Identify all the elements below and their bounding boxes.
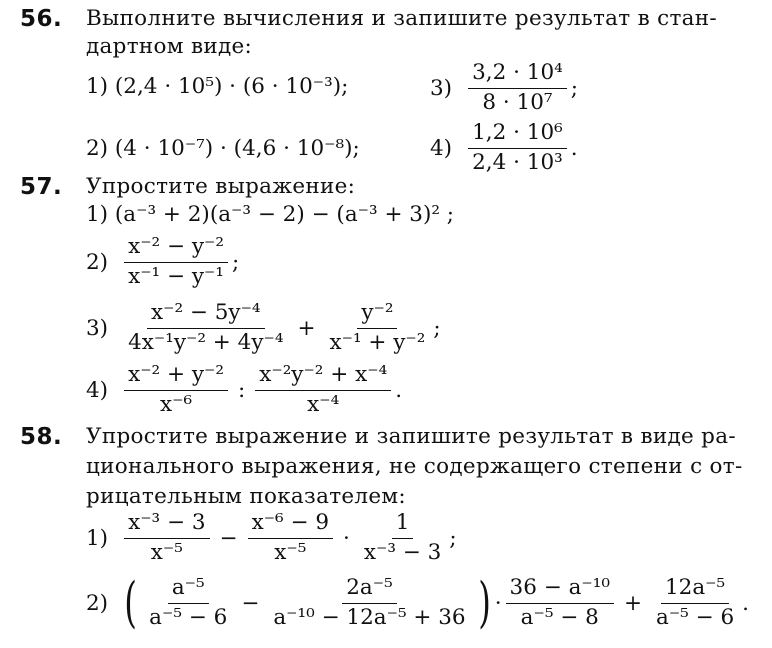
item-label: 3) [86,315,109,341]
item-label: 4) [86,377,109,403]
fraction [145,574,231,630]
denominator: 8 · 10⁷ [482,89,553,115]
denominator: a⁻⁵ − 6 [656,604,735,630]
fraction [124,512,209,564]
fraction [124,236,228,288]
punctuation: ; [449,525,457,551]
operator: − [241,590,260,616]
denominator: 4x⁻¹y⁻² + 4y⁻⁴ [128,329,284,355]
denominator: x⁻⁵ [274,539,307,565]
numerator: 2a⁻⁵ [342,577,396,604]
problem-58-number: 58. [20,424,63,450]
fraction [269,574,469,630]
problem-57-item-3 [86,302,441,354]
operator: · [494,590,502,616]
denominator: a⁻⁵ − 6 [149,604,228,630]
denominator: a⁻⁵ − 8 [520,604,599,630]
problem-58-item-2 [86,571,749,634]
numerator: x⁻⁶ − 9 [248,512,333,539]
item-label: 3) [430,75,453,101]
problem-58-item-1 [86,512,457,564]
item-label: 2) [86,590,109,616]
operator: − [219,525,238,551]
denominator: x⁻³ − 3 [363,539,442,565]
fraction [360,512,445,564]
numerator: x⁻² − 5y⁻⁴ [147,302,265,329]
numerator: 1,2 · 10⁶ [468,122,567,149]
problem-56-number: 56. [20,6,63,32]
problem-58-text-line-1: Упростите выражение и запишите результат в виде ра- [86,424,736,449]
fraction [124,364,228,416]
problem-57-text: Упростите выражение: [86,174,356,199]
problem-56-item-3 [430,62,578,114]
problem-56-text-line-1: Выполните вычисления и запишите результат в стан- [86,6,717,31]
numerator: x⁻²y⁻² + x⁻⁴ [255,364,391,391]
punctuation: ; [231,249,240,275]
numerator: 12a⁻⁵ [661,577,729,604]
problem-56-item-4 [430,122,578,174]
punctuation: . [395,377,403,403]
problem-56-item-2: 2) (4 · 10⁻⁷) · (4,6 · 10⁻⁸); [86,136,360,161]
fraction [124,302,287,354]
numerator: 1 [392,512,414,539]
operator: : [237,377,246,403]
numerator: x⁻³ − 3 [124,512,209,539]
denominator: 2,4 · 10³ [472,149,563,175]
operator: + [297,315,316,341]
right-parenthesis: ) [477,571,491,634]
punctuation: . [570,135,578,161]
fraction [506,574,614,630]
item-label: 1) [86,525,109,551]
numerator: 3,2 · 10⁴ [468,62,567,89]
fraction [255,364,391,416]
denominator: x⁻¹ + y⁻² [329,329,426,355]
left-parenthesis: ( [124,571,137,634]
operator: + [623,590,642,616]
problem-58-text-line-3: рицательным показателем: [86,484,406,509]
operator: · [343,525,350,551]
fraction [652,574,738,630]
denominator: x⁻⁶ [159,391,193,417]
problem-57-item-2 [86,236,239,288]
item-label: 4) [430,135,453,161]
numerator: 36 − a⁻¹⁰ [506,577,614,604]
problem-56-text-line-2: дартном виде: [86,34,253,59]
fraction [325,302,429,354]
punctuation: ; [570,75,578,101]
numerator: x⁻² + y⁻² [124,364,228,391]
numerator: a⁻⁵ [168,577,209,604]
fraction [248,512,333,564]
denominator: x⁻⁵ [150,539,183,565]
numerator: y⁻² [357,302,397,329]
punctuation: . [742,590,749,616]
problem-56-item-1: 1) (2,4 · 10⁵) · (6 · 10⁻³); [86,74,349,99]
fraction [468,122,567,174]
problem-58-text-line-2: ционального выражения, не содержащего степени с от- [86,454,743,479]
denominator: a⁻¹⁰ − 12a⁻⁵ + 36 [273,604,466,630]
problem-57-item-4 [86,364,402,416]
punctuation: ; [433,315,441,341]
numerator: x⁻² − y⁻² [124,236,228,263]
problem-57-number: 57. [20,174,63,200]
denominator: x⁻⁴ [307,391,340,417]
denominator: x⁻¹ − y⁻¹ [128,263,224,289]
fraction [468,62,567,114]
item-label: 2) [86,249,109,275]
problem-57-item-1: 1) (a⁻³ + 2)(a⁻³ − 2) − (a⁻³ + 3)² ; [86,202,455,227]
